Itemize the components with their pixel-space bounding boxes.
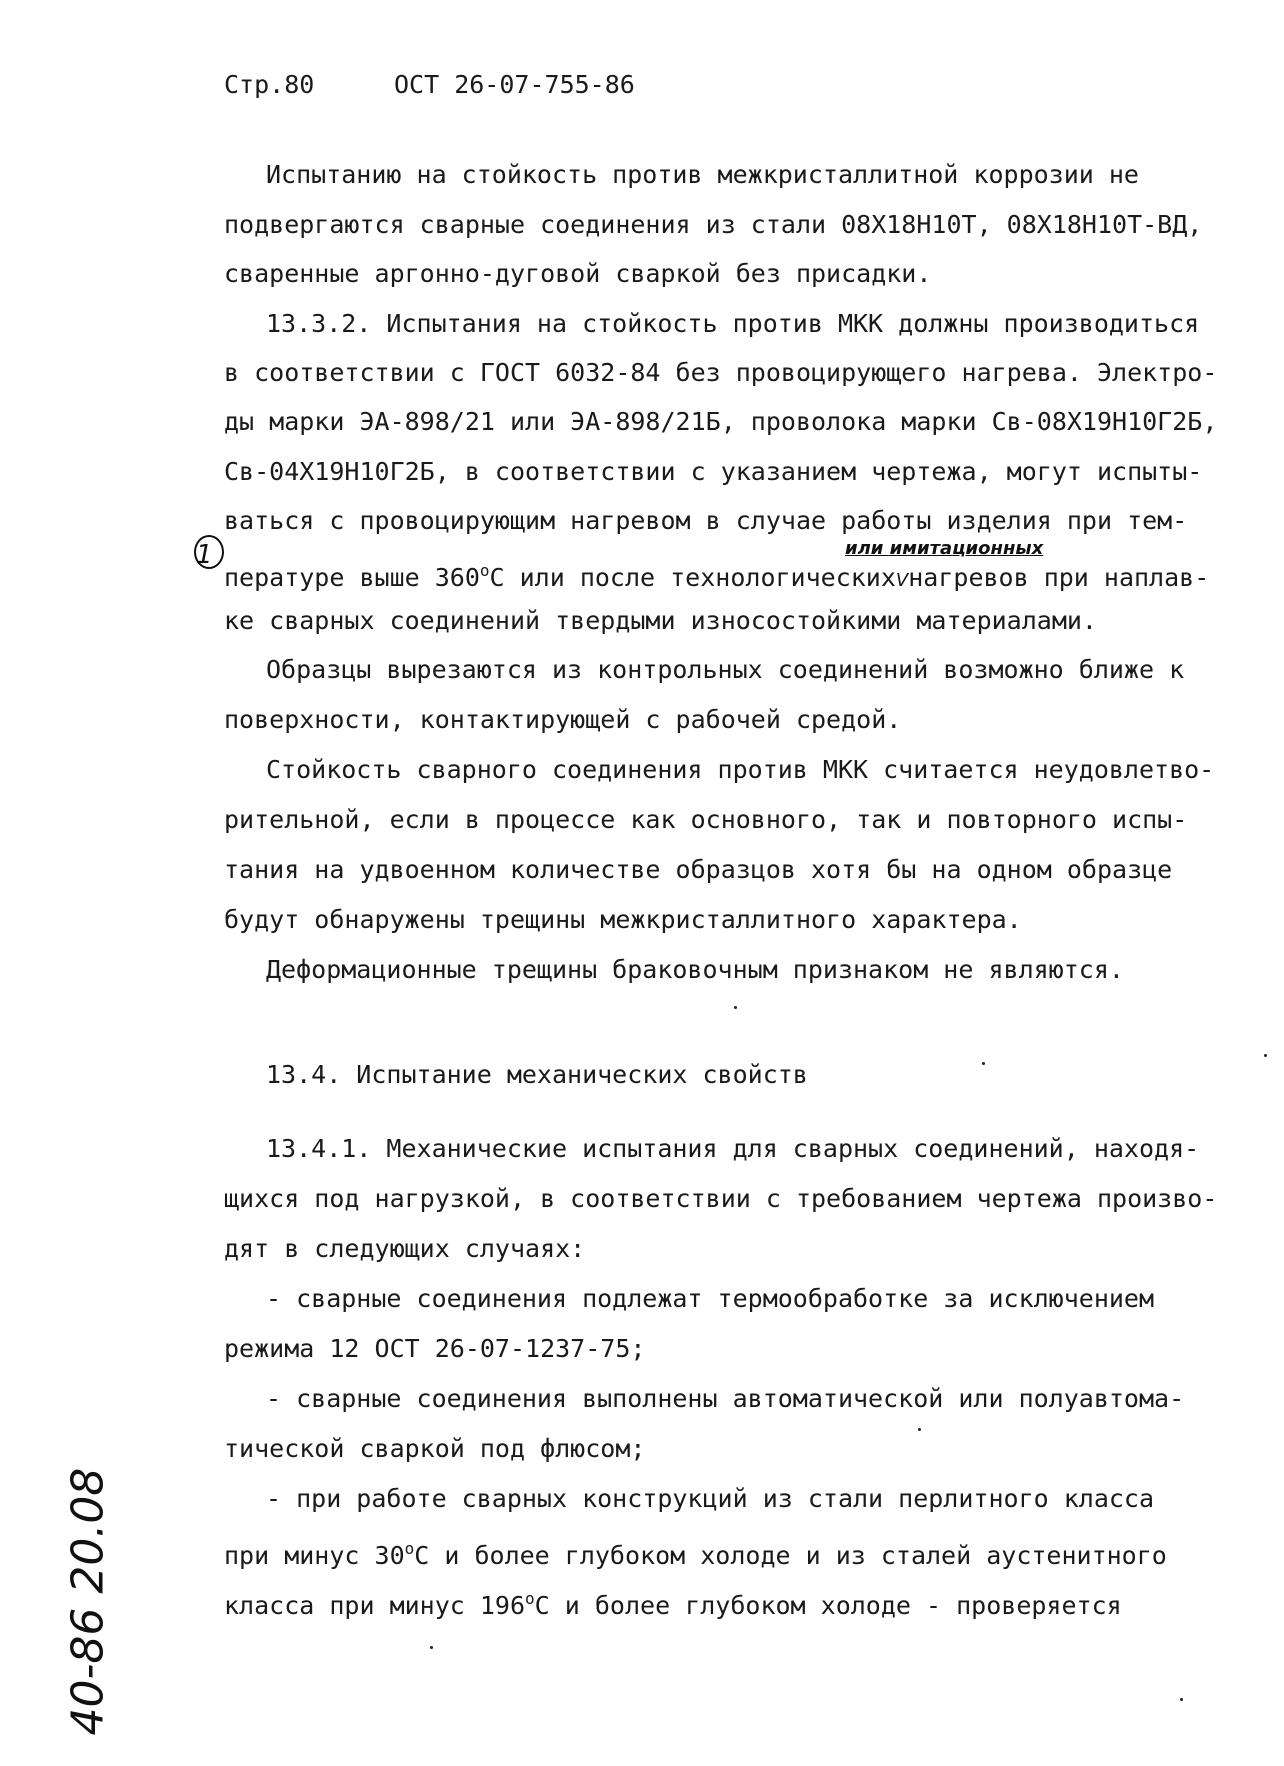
text-line: ды марки ЭА-898/21 или ЭА-898/21Б, проволока марки Св-08Х19Н10Г2Б, xyxy=(224,407,1218,436)
text-line: тания на удвоенном количестве образцов хотя бы на одном образце xyxy=(224,855,1173,884)
handwritten-mark: 1 xyxy=(196,540,213,570)
document-code: ОСТ 26-07-755-86 xyxy=(394,70,635,99)
mark-circle xyxy=(194,535,224,569)
text-line: дят в следующих случаях: xyxy=(224,1234,586,1263)
scan-speck xyxy=(918,1428,921,1431)
text-line: Стойкость сварного соединения против МКК считается неудовлетво- xyxy=(266,755,1215,784)
margin-handwritten-note: 40-86 20.08 xyxy=(62,1467,114,1736)
section-13-4-1: 13.4.1. Механические испытания для сварных соединений, находя- xyxy=(266,1134,1200,1163)
handwritten-insert: или имитационных xyxy=(845,538,1044,559)
text-line: поверхности, контактирующей с рабочей средой. xyxy=(224,705,902,734)
text-line: ваться с провоцирующим нагревом в случае работы изделия при тем- xyxy=(224,506,1188,535)
text-line: сваренные аргонно-дуговой сваркой без присадки. xyxy=(224,259,932,288)
text-line: ке сварных соединений твердыми износостойкими материалами. xyxy=(224,606,1097,635)
text-line: пературе выше $360^оС$ или после технологическихVнагревов при наплав- xyxy=(224,561,1210,592)
text-line: Испытанию на стойкость против межкристаллитной коррозии не xyxy=(266,160,1139,189)
text-line: будут обнаружены трещины межкристаллитного характера. xyxy=(224,905,1022,934)
section-13-3-2: 13.3.2. Испытания на стойкость против МКК должны производиться xyxy=(266,309,1200,338)
text-line: подвергаются сварные соединения из стали 08Х18Н10Т, 08Х18Н10Т-ВД, xyxy=(224,210,1203,239)
scan-speck xyxy=(982,1062,985,1065)
text-line: Образцы вырезаются из контрольных соединений возможно ближе к xyxy=(266,655,1185,684)
scan-speck xyxy=(1180,1698,1183,1701)
text-line: Деформационные трещины браковочным признаком не являются. xyxy=(266,955,1124,984)
text-line: тической сваркой под флюсом; xyxy=(224,1434,646,1463)
scan-speck xyxy=(430,1646,433,1649)
section-heading-13-4: 13.4. Испытание механических свойств xyxy=(266,1060,808,1089)
list-item: - сварные соединения выполнены автоматической или полуавтома- xyxy=(266,1384,1185,1413)
text-line: щихся под нагрузкой, в соответствии с требованием чертежа произво- xyxy=(224,1184,1218,1213)
scan-speck xyxy=(734,1006,737,1009)
text-line: Св-04Х19Н10Г2Б, в соответствии с указанием чертежа, могут испыты- xyxy=(224,457,1203,486)
list-item: - сварные соединения подлежат термообработке за исключением xyxy=(266,1284,1155,1313)
text-line: рительной, если в процессе как основного, так и повторного испы- xyxy=(224,805,1188,834)
text-line: в соответствии с ГОСТ 6032-84 без провоцирующего нагрева. Электро- xyxy=(224,358,1218,387)
scan-speck xyxy=(1264,1054,1267,1057)
page-number: Стр.80 xyxy=(224,70,315,99)
text-line: режима 12 ОСТ 26-07-1237-75; xyxy=(224,1334,646,1363)
text-line: класса при минус $196^оС$ и более глубоком холоде - проверяется xyxy=(224,1589,1122,1620)
text-line: при минус $30^оС$ и более глубоком холоде и из сталей аустенитного xyxy=(224,1539,1167,1570)
list-item: - при работе сварных конструкций из стали перлитного класса xyxy=(266,1484,1155,1513)
